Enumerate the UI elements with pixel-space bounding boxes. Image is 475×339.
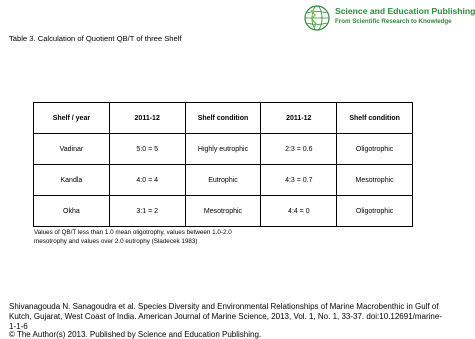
logo-tagline: From Scientific Research to Knowledge bbox=[335, 18, 452, 25]
table-cell: Oligotrophic bbox=[337, 134, 413, 165]
table-cell: 5:0 = 5 bbox=[109, 134, 185, 165]
header-shelf-condition-2: Shelf condition bbox=[337, 103, 413, 134]
table-row bbox=[34, 165, 413, 196]
table-cell: 3:1 = 2 bbox=[109, 196, 185, 227]
table-cell: Kandla bbox=[34, 165, 110, 196]
table-cell: Okha bbox=[34, 196, 110, 227]
table-cell: Oligotrophic bbox=[337, 196, 413, 227]
header-year-2: 2011-12 bbox=[261, 103, 337, 134]
table-row bbox=[34, 134, 413, 165]
header-year-1: 2011-12 bbox=[109, 103, 185, 134]
table-footnote: Values of QB/T less than 1.0 mean oligotrophy, values between 1.0-2.0 mesotrophy and values over 2.0 eutrophy (Sladecek 1983) bbox=[34, 229, 232, 245]
table-cell: 2:3 = 0.6 bbox=[261, 134, 337, 165]
header-shelf-year: Shelf / year bbox=[34, 103, 110, 134]
table-cell: 4:3 = 0.7 bbox=[261, 165, 337, 196]
publisher-logo bbox=[301, 3, 475, 33]
copyright: © The Author(s) 2013. Published by Science and Education Publishing. bbox=[9, 330, 262, 339]
table-cell: 4:0 = 4 bbox=[109, 165, 185, 196]
table-cell: 4:4 = 0 bbox=[261, 196, 337, 227]
table-cell: Mesotrophic bbox=[337, 165, 413, 196]
table-header-row bbox=[34, 103, 413, 134]
quotient-table bbox=[33, 102, 413, 227]
table-cell: Vadinar bbox=[34, 134, 110, 165]
table-cell: Highly eutrophic bbox=[185, 134, 261, 165]
logo-title: Science and Education Publishing bbox=[335, 6, 475, 16]
table-row bbox=[34, 196, 413, 227]
table-title: Table 3. Calculation of Quotient QB/T of three Shelf bbox=[9, 34, 182, 43]
globe-icon bbox=[303, 4, 331, 32]
citation: Shivanagouda N. Sanagoudra et al. Species Diversity and Environmental Relationships of Marine Macrobenthic in Gulf of Kutch, Gujarat, West Coast of India. American Journal of Marine Science, 2013, Vol. 1, No. 1, 33-37. doi:10.12691/marine-1-1-6 bbox=[9, 302, 442, 331]
header-shelf-condition-1: Shelf condition bbox=[185, 103, 261, 134]
table-cell: Mesotrophic bbox=[185, 196, 261, 227]
table-cell: Eutrophic bbox=[185, 165, 261, 196]
